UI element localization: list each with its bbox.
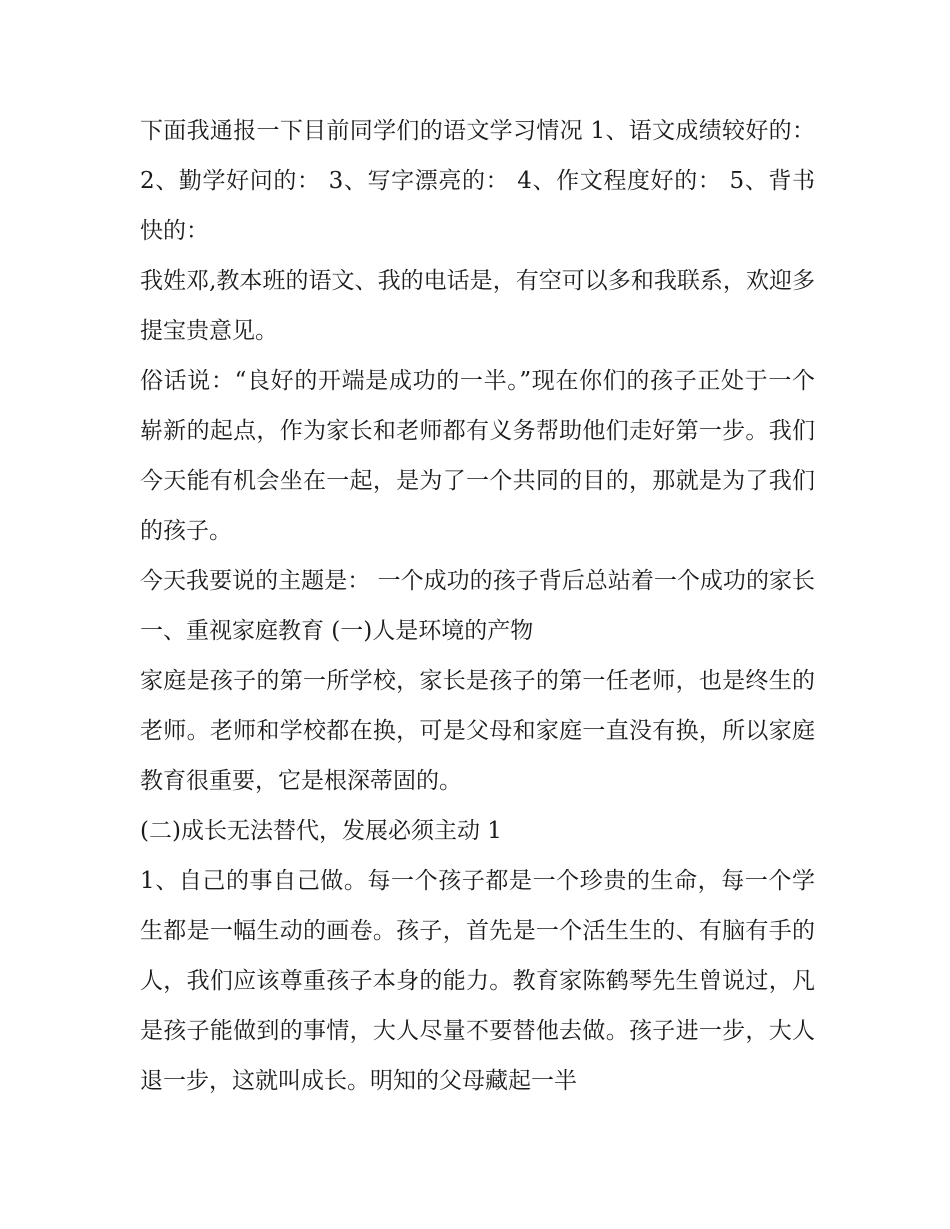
paragraph-good-start: 俗话说：“良好的开端是成功的一半。”现在你们的孩子正处于一个崭新的起点，作为家长和老师都有义务帮助他们走好第一步。我们今天能有机会坐在一起，是为了一个共同的目的，那就是为了我们的孩子。 <box>140 368 815 544</box>
paragraph-teacher-contact: 我姓邓,教本班的语文、我的电话是，有空可以多和我联系，欢迎多提宝贵意见。 <box>140 268 815 344</box>
paragraph-self-reliance: 1、自己的事自己做。每一个孩子都是一个珍贵的生命，每一个学生都是一幅生动的画卷。孩子，首先是一个活生生的、有脑有手的人，我们应该尊重孩子本身的能力。教育家陈鹤琴先生曾说过，凡是孩子能做到的事情，大人尽量不要替他去做。孩子进一步，大人退一步，这就叫成长。明知的父母藏起一半 <box>140 868 815 1094</box>
paragraph-theme: 今天我要说的主题是： 一个成功的孩子背后总站着一个成功的家长 一、重视家庭教育 (一)人是环境的产物 <box>140 568 815 644</box>
paragraph-growth-heading: (二)成长无法替代，发展必须主动 1 <box>140 818 502 844</box>
document-body <box>140 106 815 1106</box>
paragraph-report-intro: 下面我通报一下目前同学们的语文学习情况 1、语文成绩较好的： 2、勤学好问的： 3、写字漂亮的： 4、作文程度好的： 5、背书快的： <box>140 118 815 244</box>
paragraph-family-school: 家庭是孩子的第一所学校，家长是孩子的第一任老师，也是终生的老师。老师和学校都在换，可是父母和家庭一直没有换，所以家庭教育很重要，它是根深蒂固的。 <box>140 668 815 794</box>
